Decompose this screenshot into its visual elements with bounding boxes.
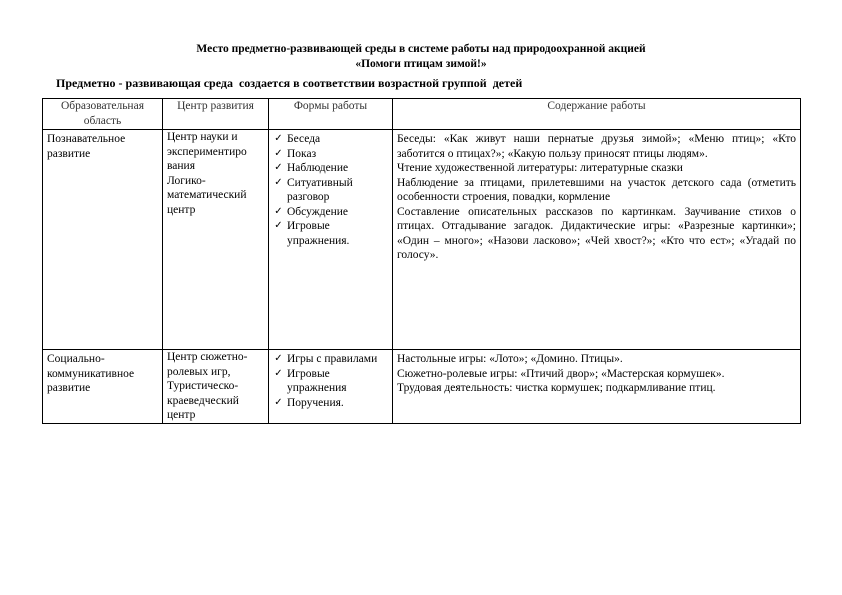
page-subtitle: Предметно - развивающая среда создается в соответствии возрастной группой детей: [56, 76, 523, 90]
row-area: Социально-коммуникативное развитие: [43, 350, 163, 424]
row-center: [163, 130, 269, 350]
page-title: Место предметно-развивающей среды в системе работы над природоохранной акцией: [196, 43, 646, 55]
forms-item: [273, 161, 388, 176]
center-line: центр: [167, 409, 196, 421]
forms-item: [273, 132, 388, 147]
forms-item-label: Поручения.: [287, 396, 344, 409]
row-forms: [269, 130, 393, 350]
center-line: вания: [167, 160, 195, 172]
row-content: [393, 130, 801, 350]
center-line: экспериментиро: [167, 145, 247, 158]
content-paragraph: Трудовая деятельность: чистка кормушек; подкармливание птиц.: [397, 382, 716, 394]
forms-item: [273, 396, 388, 411]
content-paragraph: Настольные игры: «Лото»; «Домино. Птицы».: [397, 353, 623, 365]
check-mark-icon: ✓: [274, 176, 283, 188]
check-mark-icon: ✓: [274, 205, 283, 217]
work-table: [42, 98, 801, 424]
forms-item: [273, 352, 388, 367]
center-line: ролевых игр,: [167, 365, 231, 378]
header-forms: Формы работы: [269, 99, 393, 130]
row-area: Познавательное развитие: [43, 130, 163, 350]
forms-item: [273, 367, 388, 396]
header-area: Образовательная область: [43, 99, 163, 130]
forms-item-label: Ситуативный разговор: [287, 176, 353, 203]
center-line: математический: [167, 189, 247, 201]
content-paragraph: Составление описательных рассказов по картинкам. Заучивание стихов о птицах. Отгадывание загадок. Дидактические игры: «Разрезные картинки»; «Один – много»; «Назови ласково»; «Чей хвост?»; «Кто что ест»; «Угадай по голосу».: [397, 205, 796, 261]
forms-item-label: Беседа: [287, 133, 321, 145]
check-mark-icon: ✓: [274, 353, 283, 364]
center-line: Центр сюжетно-: [167, 351, 248, 363]
forms-item-label: Показ: [287, 147, 317, 160]
forms-item: [273, 176, 388, 205]
check-mark-icon: ✓: [274, 147, 283, 159]
forms-item: [273, 147, 388, 162]
forms-item-label: Игровые упражнения.: [287, 220, 350, 247]
check-mark-icon: ✓: [274, 220, 283, 231]
content-paragraph: Беседы: «Как живут наши пернатые друзья зимой»; «Меню птиц»; «Кто заботится о птицах?»; «Какую пользу приносят птицы людям».: [397, 133, 796, 160]
header-center: Центр развития: [163, 99, 269, 130]
forms-item: [273, 205, 388, 220]
content-paragraph: Чтение художественной литературы: литературные сказки: [397, 162, 683, 174]
forms-item-label: Игровые упражнения: [287, 367, 347, 394]
forms-item-label: Игры с правилами: [287, 353, 378, 365]
content-paragraph: Сюжетно-ролевые игры: «Птичий двор»; «Мастерская кормушек».: [397, 367, 725, 380]
center-line: Логико-: [167, 174, 206, 187]
center-line: Центр науки и: [167, 131, 238, 143]
header-content: Содержание работы: [393, 99, 801, 130]
check-mark-icon: ✓: [274, 133, 283, 144]
forms-item-label: Обсуждение: [287, 205, 349, 218]
row-forms: [269, 350, 393, 424]
check-mark-icon: ✓: [274, 396, 283, 408]
row-content: [393, 350, 801, 424]
forms-item: [273, 219, 388, 248]
content-paragraph: Наблюдение за птицами, прилетевшими на участок детского сада (отметить особенности строения, повадки, кормление: [397, 176, 796, 203]
forms-item-label: Наблюдение: [287, 162, 349, 174]
page-title-action-name: «Помоги птицам зимой!»: [355, 58, 487, 70]
table-header-row: [43, 99, 801, 130]
center-line: краеведческий: [167, 394, 239, 407]
check-mark-icon: ✓: [274, 367, 283, 379]
table-row: [43, 130, 801, 350]
table-row: [43, 350, 801, 424]
check-mark-icon: ✓: [274, 162, 283, 173]
center-line: Туристическо-: [167, 380, 239, 392]
center-line: центр: [167, 203, 196, 216]
row-center: [163, 350, 269, 424]
